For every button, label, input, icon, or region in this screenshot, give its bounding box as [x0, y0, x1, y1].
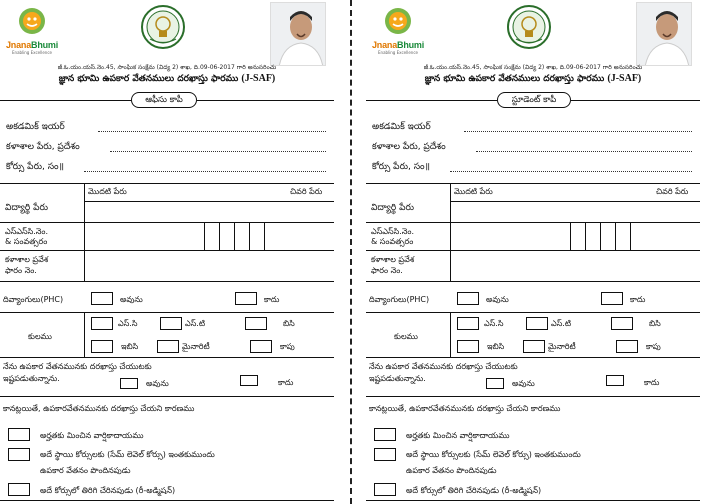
caste-ebc-checkbox[interactable]: [91, 340, 113, 353]
consent-line-1: నేను ఉపకార వేతనమునకు దరఖాస్తు చేయుటకు: [369, 362, 518, 371]
reason-same-level-label-1: అదే స్థాయి కోర్సులకు (సేమ్ లెవెల్ కోర్సు) ఇంతకుముందు: [40, 450, 215, 459]
admission-form-label-1: కళాశాల ప్రవేశ: [5, 255, 49, 264]
reason-income-checkbox[interactable]: [374, 428, 396, 441]
header-rule-right: [197, 100, 334, 101]
jnanabhumi-logo: [372, 6, 424, 62]
college-name-label: కళాశాల పేరు, ప్రదేశం: [372, 142, 446, 152]
consent-yes-checkbox[interactable]: [486, 378, 504, 389]
form-header: [366, 0, 700, 66]
caste-minority-label: మైనారిటీ: [548, 342, 576, 351]
caste-column-rule: [450, 312, 451, 357]
first-name-label: మొదటి పేరు: [88, 187, 127, 196]
caste-sc-checkbox[interactable]: [91, 317, 113, 330]
reason-same-level-label-2: ఉపకార వేతనం పొందినపుడు: [406, 466, 497, 475]
chief-minister-photo: [636, 2, 692, 66]
caste-st-label: ఎస్.టి: [185, 319, 206, 328]
caste-bc-label: బిసి: [649, 319, 661, 328]
caste-st-checkbox[interactable]: [526, 317, 548, 330]
reason-readmission-label: అదే కోర్సులో తిరిగి చేరినపుడు (రీ-అడ్మిషన్): [406, 486, 542, 495]
form-title: జ్ఞాన భూమి ఉపకార వేతనములు దరఖాస్తు ఫారము (J-SAF): [58, 73, 276, 84]
caste-bc-checkbox[interactable]: [245, 317, 267, 330]
go-reference: జీ.ఓ.యం.యస్.నెం.45, సాంఘిక సంక్షేమ (విద్య 2) శాఖ, ది.09-06-2017 గారి అనుసరించు: [423, 64, 643, 71]
form-title: జ్ఞాన భూమి ఉపకార వేతనములు దరఖాస్తు ఫారము (J-SAF): [424, 73, 642, 84]
logo-name: JnanaBhumi: [372, 40, 425, 50]
academic-year-field[interactable]: [98, 131, 326, 132]
caste-st-label: ఎస్.టి: [551, 319, 572, 328]
course-name-label: కోర్సు పేరు, సం॥: [372, 162, 431, 172]
row-rule: [366, 281, 700, 282]
row-rule: [366, 250, 700, 251]
consent-no-checkbox[interactable]: [240, 375, 258, 386]
phc-no-checkbox[interactable]: [235, 292, 257, 305]
reason-heading: కానట్లయితే, ఉపకారవేతనమునకు దరఖాస్తు చేయని కారణము: [3, 404, 195, 413]
name-subheader-rule: [84, 201, 334, 202]
government-emblem-icon: [506, 4, 552, 50]
consent-line-2: ఇష్టపడుతున్నాను.: [3, 374, 60, 383]
reason-same-level-label-2: ఉపకార వేతనం పొందినపుడు: [40, 466, 131, 475]
table-top-rule: [0, 183, 334, 184]
student-name-label: విద్యార్థి పేరు: [5, 203, 48, 213]
row-rule: [0, 250, 334, 251]
bottom-rule: [366, 500, 700, 501]
logo-tagline: Enabling Excellence: [378, 50, 418, 55]
caste-column-rule: [84, 312, 85, 357]
caste-bc-checkbox[interactable]: [611, 317, 633, 330]
reason-readmission-label: అదే కోర్సులో తిరిగి చేరినపుడు (రీ-అడ్మిషన్): [40, 486, 176, 495]
college-name-field[interactable]: [476, 151, 692, 152]
ssc-number-label: ఎస్ఎస్‌సి.నెం.: [5, 227, 48, 236]
name-subheader-rule: [450, 201, 700, 202]
academic-year-field[interactable]: [464, 131, 692, 132]
admission-form-label-1: కళాశాల ప్రవేశ: [371, 255, 415, 264]
caste-kapu-label: కాపు: [646, 342, 661, 351]
phc-no-label: కాదు: [630, 295, 646, 304]
consent-no-label: కాదు: [644, 378, 660, 387]
caste-label: కులము: [394, 332, 418, 341]
course-name-field[interactable]: [84, 171, 326, 172]
reason-readmission-checkbox[interactable]: [374, 483, 396, 496]
row-rule: [366, 312, 700, 313]
form-header: [0, 0, 334, 66]
reason-readmission-checkbox[interactable]: [8, 483, 30, 496]
copy-label: స్టూడెంట్ కాపీ: [497, 92, 571, 108]
caste-sc-label: ఎస్.సి: [484, 319, 504, 328]
phc-yes-label: అవును: [120, 295, 143, 304]
phc-label: దివ్యాంగులు(PHC): [3, 295, 64, 304]
academic-year-label: అకడమిక్ ఇయర్: [6, 122, 65, 132]
caste-st-checkbox[interactable]: [160, 317, 182, 330]
phc-yes-checkbox[interactable]: [457, 292, 479, 305]
header-rule-left: [0, 100, 131, 101]
caste-kapu-label: కాపు: [280, 342, 295, 351]
admission-form-label-2: ఫారం నెం.: [5, 266, 37, 275]
caste-sc-checkbox[interactable]: [457, 317, 479, 330]
logo-name: JnanaBhumi: [6, 40, 59, 50]
college-name-label: కళాశాల పేరు, ప్రదేశం: [6, 142, 80, 152]
last-name-label: చివరి పేరు: [656, 187, 689, 196]
chief-minister-photo: [270, 2, 326, 66]
reason-income-label: అర్హతకు మించిన వార్షికాదాయము: [406, 431, 510, 440]
portrait-icon: [271, 3, 326, 66]
course-name-field[interactable]: [450, 171, 692, 172]
reason-same-level-label-1: అదే స్థాయి కోర్సులకు (సేమ్ లెవెల్ కోర్సు) ఇంతకుముందు: [406, 450, 581, 459]
last-name-label: చివరి పేరు: [290, 187, 323, 196]
student-name-label: విద్యార్థి పేరు: [371, 203, 414, 213]
row-rule: [366, 357, 700, 358]
consent-line-2: ఇష్టపడుతున్నాను.: [369, 374, 426, 383]
header-rule-right: [571, 100, 700, 101]
course-name-label: కోర్సు పేరు, సం॥: [6, 162, 65, 172]
copy-label: ఆఫీసు కాపీ: [131, 92, 197, 108]
caste-minority-checkbox[interactable]: [523, 340, 545, 353]
admission-form-label-2: ఫారం నెం.: [371, 266, 403, 275]
caste-kapu-checkbox[interactable]: [250, 340, 272, 353]
row-rule: [0, 222, 334, 223]
phc-no-label: కాదు: [264, 295, 280, 304]
consent-line-1: నేను ఉపకార వేతనమునకు దరఖాస్తు చేయుటకు: [3, 362, 152, 371]
caste-ebc-label: ఇబిసి: [121, 342, 139, 351]
consent-yes-label: అవును: [146, 379, 169, 388]
office-copy-form: [0, 0, 334, 504]
row-rule: [366, 396, 700, 397]
jnanabhumi-logo: [6, 6, 58, 62]
consent-yes-checkbox[interactable]: [120, 378, 138, 389]
portrait-icon: [637, 3, 692, 66]
college-name-field[interactable]: [110, 151, 326, 152]
caste-label: కులము: [28, 332, 52, 341]
phc-yes-label: అవును: [486, 295, 509, 304]
government-emblem-icon: [140, 4, 186, 50]
jnanabhumi-logo-icon: [17, 6, 47, 36]
reason-income-label: అర్హతకు మించిన వార్షికాదాయము: [40, 431, 144, 440]
caste-kapu-checkbox[interactable]: [616, 340, 638, 353]
student-copy-form: [366, 0, 700, 504]
caste-minority-label: మైనారిటీ: [182, 342, 210, 351]
ssc-year-label: & సంవత్సరం: [371, 237, 414, 246]
row-rule: [366, 222, 700, 223]
caste-ebc-label: ఇబిసి: [487, 342, 505, 351]
reason-heading: కానట్లయితే, ఉపకారవేతనమునకు దరఖాస్తు చేయని కారణము: [369, 404, 561, 413]
row-rule: [0, 396, 334, 397]
reason-income-checkbox[interactable]: [8, 428, 30, 441]
ssc-number-label: ఎస్ఎస్‌సి.నెం.: [371, 227, 414, 236]
caste-sc-label: ఎస్.సి: [118, 319, 138, 328]
cut-line: [350, 0, 352, 504]
go-reference: జీ.ఓ.యం.యస్.నెం.45, సాంఘిక సంక్షేమ (విద్య 2) శాఖ, ది.09-06-2017 గారి అనుసరించు: [57, 64, 277, 71]
table-top-rule: [366, 183, 700, 184]
row-rule: [0, 281, 334, 282]
first-name-label: మొదటి పేరు: [454, 187, 493, 196]
consent-no-label: కాదు: [278, 378, 294, 387]
phc-no-checkbox[interactable]: [601, 292, 623, 305]
caste-bc-label: బిసి: [283, 319, 295, 328]
bottom-rule: [0, 500, 334, 501]
ssc-year-label: & సంవత్సరం: [5, 237, 48, 246]
caste-minority-checkbox[interactable]: [157, 340, 179, 353]
header-rule-left: [366, 100, 497, 101]
consent-yes-label: అవును: [512, 379, 535, 388]
logo-tagline: Enabling Excellence: [12, 50, 52, 55]
jnanabhumi-logo-icon: [383, 6, 413, 36]
reason-same-level-checkbox[interactable]: [374, 448, 396, 461]
academic-year-label: అకడమిక్ ఇయర్: [372, 122, 431, 132]
phc-yes-checkbox[interactable]: [91, 292, 113, 305]
label-column-rule: [450, 183, 451, 281]
reason-same-level-checkbox[interactable]: [8, 448, 30, 461]
row-rule: [0, 312, 334, 313]
caste-ebc-checkbox[interactable]: [457, 340, 479, 353]
consent-no-checkbox[interactable]: [606, 375, 624, 386]
row-rule: [0, 357, 334, 358]
phc-label: దివ్యాంగులు(PHC): [369, 295, 430, 304]
label-column-rule: [84, 183, 85, 281]
